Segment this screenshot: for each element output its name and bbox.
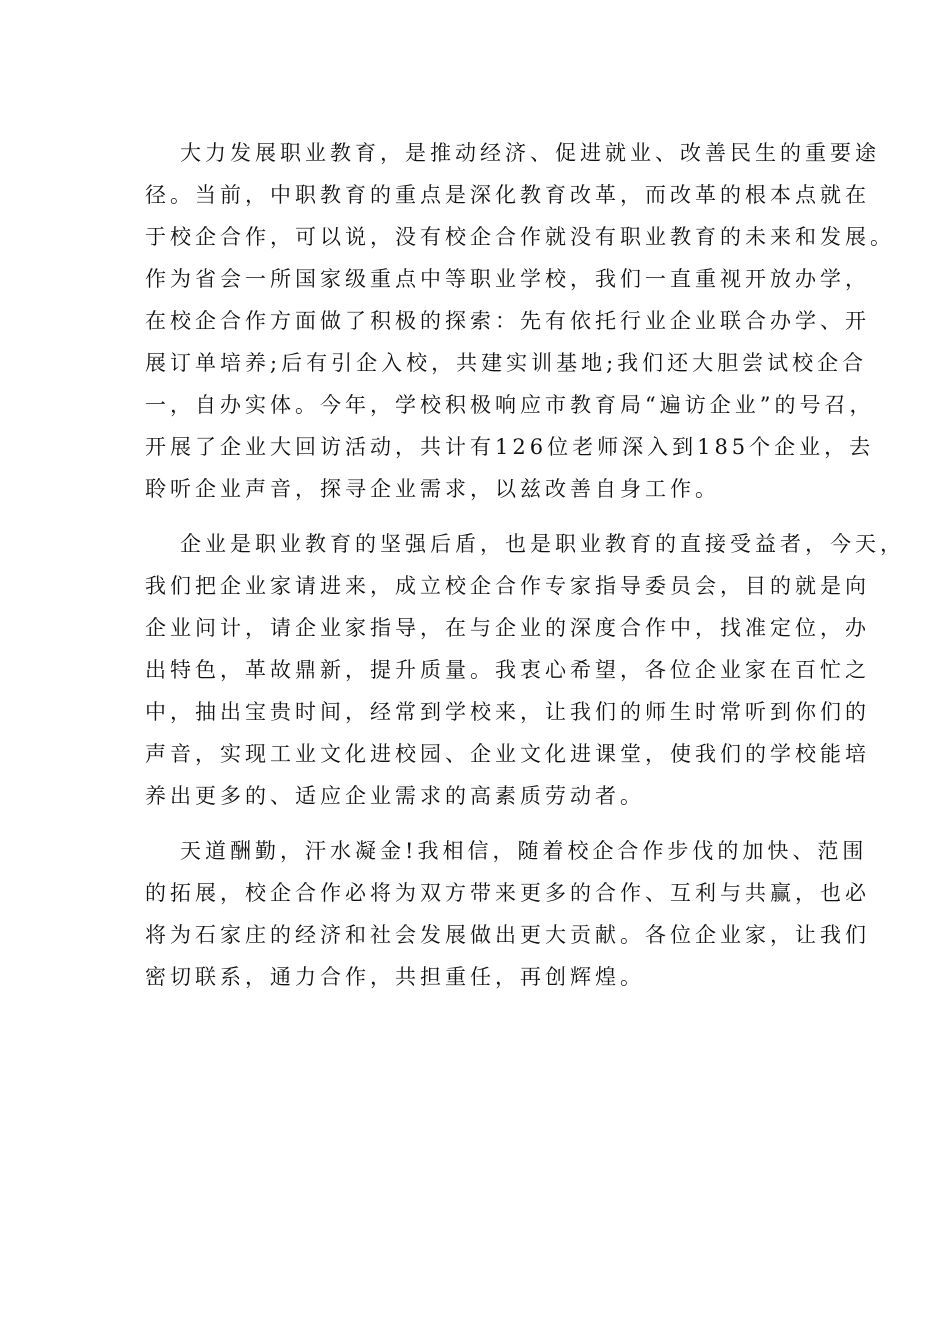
text-line: 我们把企业家请进来，成立校企合作专家指导委员会，目的就是向 (145, 574, 870, 598)
text-line: 大力发展职业教育，是推动经济、促进就业、改善民生的重要途 (180, 141, 880, 165)
text-line: 聆听企业声音，探寻企业需求，以兹改善自身工作。 (145, 477, 720, 501)
text-line: 在校企合作方面做了积极的探索：先有依托行业企业联合办学、开 (145, 309, 870, 333)
paragraph-3 (145, 830, 870, 998)
text-line: 出特色，革故鼎新，提升质量。我衷心希望，各位企业家在百忙之 (145, 658, 870, 682)
text-line: 于校企合作，可以说，没有校企合作就没有职业教育的未来和发展。 (145, 225, 895, 249)
text-line: 作为省会一所国家级重点中等职业学校，我们一直重视开放办学， (145, 267, 870, 291)
text-line: 开展了企业大回访活动，共计有126位老师深入到185个企业，去 (145, 435, 875, 459)
text-line: 声音，实现工业文化进校园、企业文化进课堂，使我们的学校能培 (145, 742, 870, 766)
text-line: 展订单培养;后有引企入校，共建实训基地;我们还大胆尝试校企合 (145, 351, 868, 375)
document-body (145, 132, 905, 1011)
paragraph-2 (145, 523, 905, 817)
text-line: 养出更多的、适应企业需求的高素质劳动者。 (145, 784, 645, 808)
text-line: 中，抽出宝贵时间，经常到学校来，让我们的师生时常听到你们的 (145, 700, 870, 724)
text-line: 的拓展，校企合作必将为双方带来更多的合作、互利与共赢，也必 (145, 881, 870, 905)
text-line: 密切联系，通力合作，共担重任，再创辉煌。 (145, 965, 645, 989)
text-line: 一，自办实体。今年，学校积极响应市教育局“遍访企业”的号召， (145, 393, 875, 417)
text-line: 径。当前，中职教育的重点是深化教育改革，而改革的根本点就在 (145, 183, 870, 207)
text-line: 企业问计，请企业家指导，在与企业的深度合作中，找准定位，办 (145, 616, 870, 640)
text-line: 企业是职业教育的坚强后盾，也是职业教育的直接受益者，今天， (180, 532, 905, 556)
paragraph-1 (145, 132, 895, 510)
text-line: 天道酬勤，汗水凝金!我相信，随着校企合作步伐的加快、范围 (180, 839, 868, 863)
text-line: 将为石家庄的经济和社会发展做出更大贡献。各位企业家，让我们 (145, 923, 870, 947)
